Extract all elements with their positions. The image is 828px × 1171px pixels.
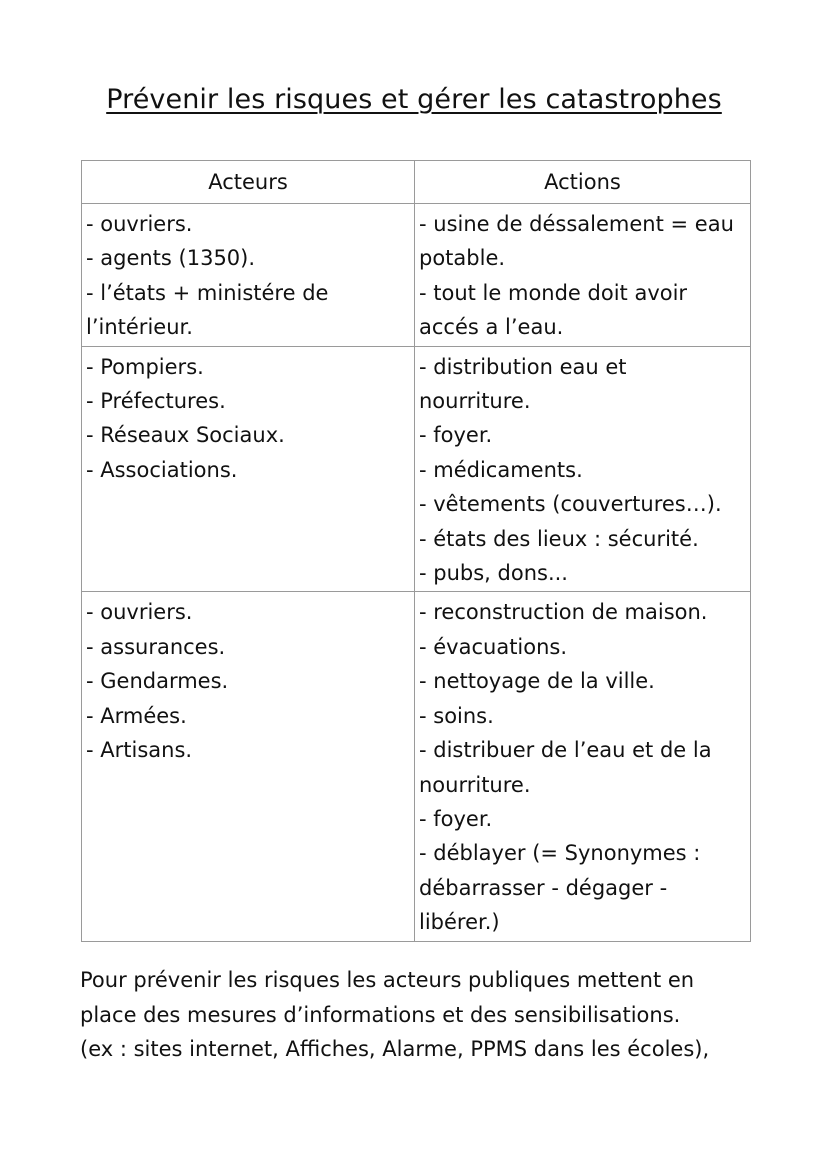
list-item: - médicaments. (419, 457, 583, 482)
list-item: - déblayer (= Synonymes : (419, 841, 701, 866)
table-row (82, 592, 751, 941)
list-item: - usine de déssalement = eau (419, 212, 734, 236)
list-item: accés a l’eau. (419, 315, 564, 340)
list-item: - évacuations. (419, 634, 568, 659)
list-item: - distribuer de l’eau et de la (419, 738, 712, 763)
list-item: - Gendarmes. (86, 669, 229, 694)
list-item: nourriture. (419, 389, 531, 414)
list-item: - distribution eau et (419, 354, 627, 379)
list-item: - l’états + ministére de (86, 280, 329, 305)
table-header-row (82, 161, 751, 204)
list-item: débarrasser - dégager - (419, 875, 668, 900)
list-item: - nettoyage de la ville. (419, 669, 655, 694)
actions-cell (415, 204, 751, 347)
acteurs-cell (82, 204, 415, 347)
list-item: - vêtements (couvertures…). (419, 492, 722, 517)
acteurs-cell (82, 346, 415, 592)
list-item: - Réseaux Sociaux. (86, 423, 285, 448)
list-item: - soins. (419, 703, 494, 728)
list-item: nourriture. (419, 772, 531, 797)
summary-paragraph (80, 963, 760, 1067)
page-title: Prévenir les risques et gérer les catastrophes (106, 84, 722, 115)
list-item: - pubs, dons... (419, 561, 568, 586)
paragraph-line: Pour prévenir les risques les acteurs publiques mettent en (80, 968, 695, 992)
list-item: - foyer. (419, 806, 493, 831)
list-item: - Préfectures. (86, 389, 226, 414)
list-item: - assurances. (86, 634, 226, 659)
paragraph-line: place des mesures d’informations et des sensibilisations. (80, 1002, 681, 1027)
list-item: l’intérieur. (86, 315, 193, 340)
list-item: - Artisans. (86, 738, 193, 763)
table-row (82, 346, 751, 592)
actions-cell (415, 592, 751, 941)
list-item: potable. (419, 246, 506, 271)
paragraph-line: (ex : sites internet, Affiches, Alarme, PPMS dans les écoles), (80, 1037, 710, 1062)
list-item: - ouvriers. (86, 212, 193, 236)
list-item: - Associations. (86, 457, 238, 482)
actions-cell (415, 346, 751, 592)
list-item: - agents (1350). (86, 246, 256, 271)
list-item: - tout le monde doit avoir (419, 280, 688, 305)
table-row (82, 204, 751, 347)
list-item: - états des lieux : sécurité. (419, 526, 699, 551)
list-item: - foyer. (419, 423, 493, 448)
actors-actions-table (81, 160, 751, 942)
list-item: - Pompiers. (86, 354, 204, 379)
list-item: - reconstruction de maison. (419, 600, 708, 625)
column-header-acteurs: Acteurs (82, 161, 415, 204)
list-item: - ouvriers. (86, 600, 193, 625)
acteurs-cell (82, 592, 415, 941)
column-header-actions: Actions (415, 161, 751, 204)
list-item: - Armées. (86, 703, 187, 728)
list-item: libérer.) (419, 910, 500, 935)
